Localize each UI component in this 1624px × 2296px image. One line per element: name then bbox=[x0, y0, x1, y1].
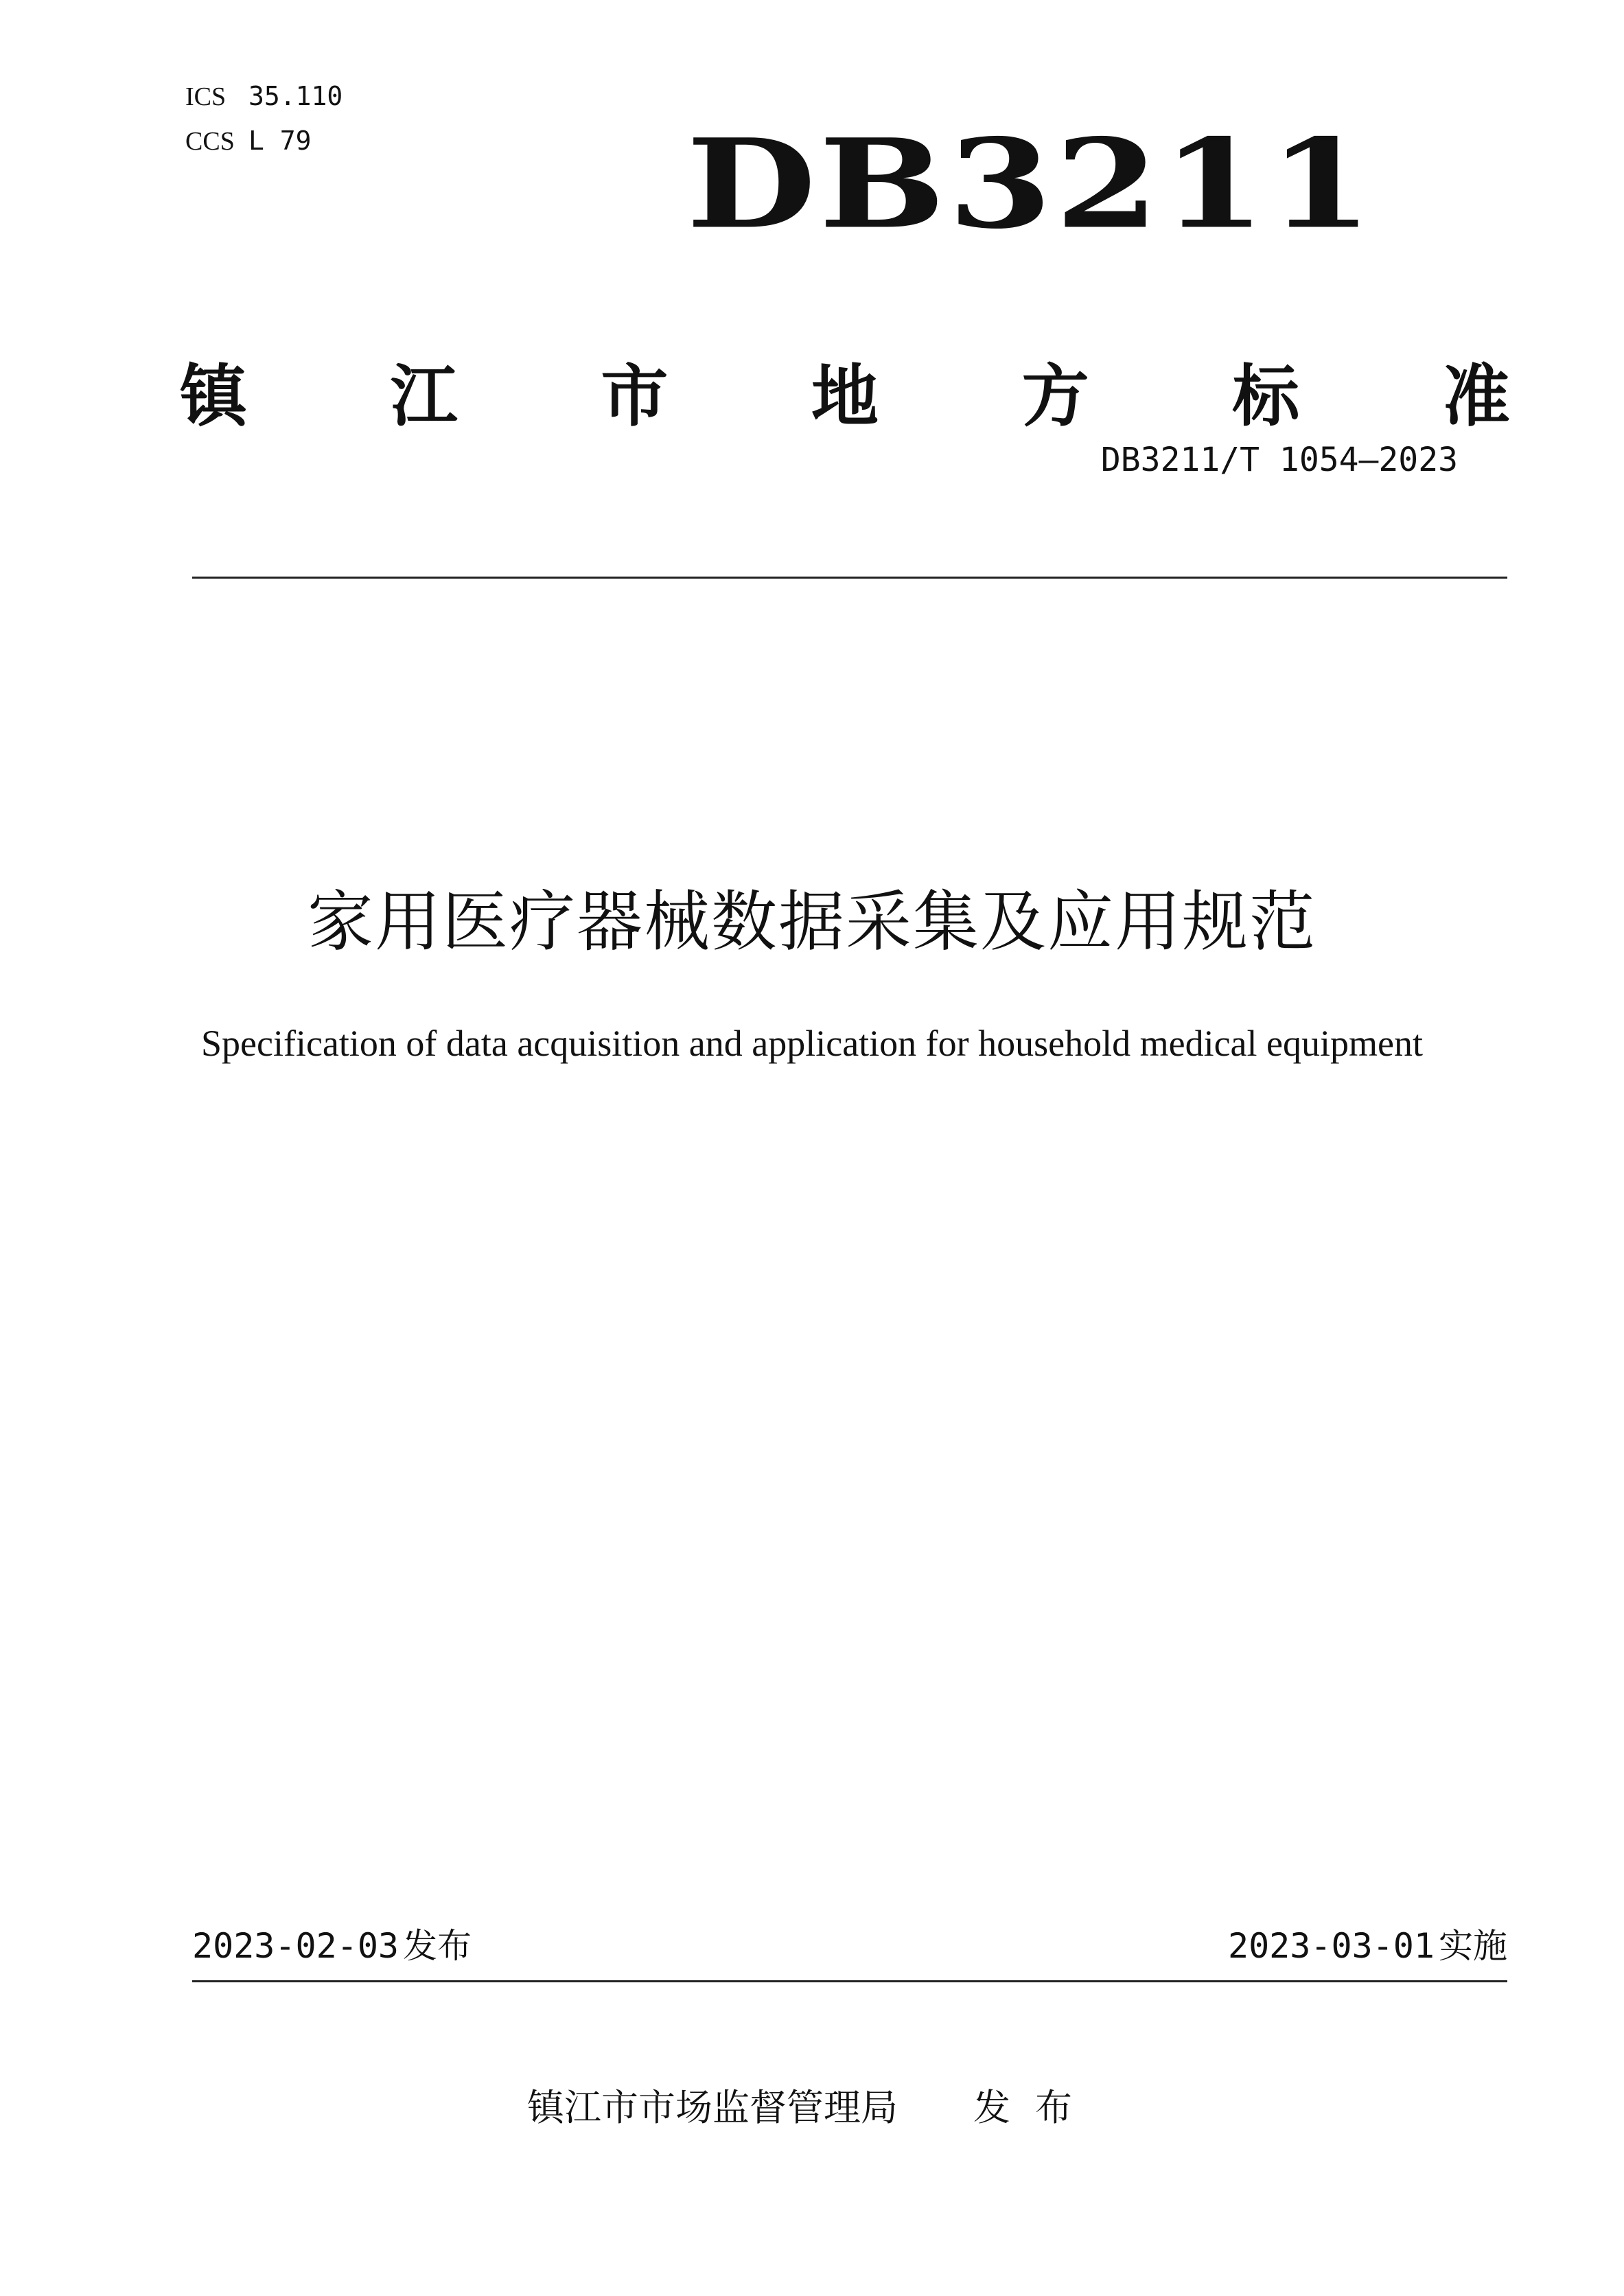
issue-date: 2023-02-03 bbox=[192, 1926, 399, 1966]
bottom-divider bbox=[192, 1980, 1507, 1982]
standard-type-char: 地 bbox=[811, 358, 879, 436]
issuer-action: 发布 bbox=[973, 2086, 1097, 2129]
effective-label: 实施 bbox=[1439, 1926, 1507, 1966]
ccs-row bbox=[185, 119, 343, 163]
effective-date-line bbox=[1228, 1924, 1507, 1968]
standard-type-char: 江 bbox=[390, 358, 458, 436]
title-english: Specification of data acquisition and application for household medical equipment bbox=[201, 1023, 1423, 1064]
standard-type-char: 准 bbox=[1442, 358, 1510, 436]
top-divider bbox=[192, 577, 1507, 579]
ics-row bbox=[185, 74, 343, 119]
standard-type-char: 市 bbox=[601, 358, 669, 436]
db-code-mark: DB3211 bbox=[686, 112, 1376, 257]
standard-type-char: 镇 bbox=[180, 358, 248, 436]
ics-value: 35.110 bbox=[248, 81, 343, 111]
ics-label: ICS bbox=[185, 82, 227, 111]
standard-type-char: 标 bbox=[1232, 358, 1300, 436]
issuer-line bbox=[0, 2084, 1624, 2132]
title-chinese: 家用医疗器械数据采集及应用规范 bbox=[308, 883, 1316, 960]
standard-type-char: 方 bbox=[1021, 358, 1089, 436]
issue-label: 发布 bbox=[403, 1926, 472, 1966]
standard-number: DB3211/T 1054—2023 bbox=[1100, 441, 1458, 479]
ccs-value: L 79 bbox=[248, 126, 312, 156]
ccs-label: CCS bbox=[185, 127, 235, 156]
classification-codes bbox=[185, 74, 343, 163]
issue-date-line bbox=[192, 1924, 472, 1968]
issuer-name: 镇江市市场监督管理局 bbox=[527, 2086, 898, 2129]
effective-date: 2023-03-01 bbox=[1227, 1926, 1435, 1966]
standard-type-heading bbox=[180, 356, 1510, 438]
